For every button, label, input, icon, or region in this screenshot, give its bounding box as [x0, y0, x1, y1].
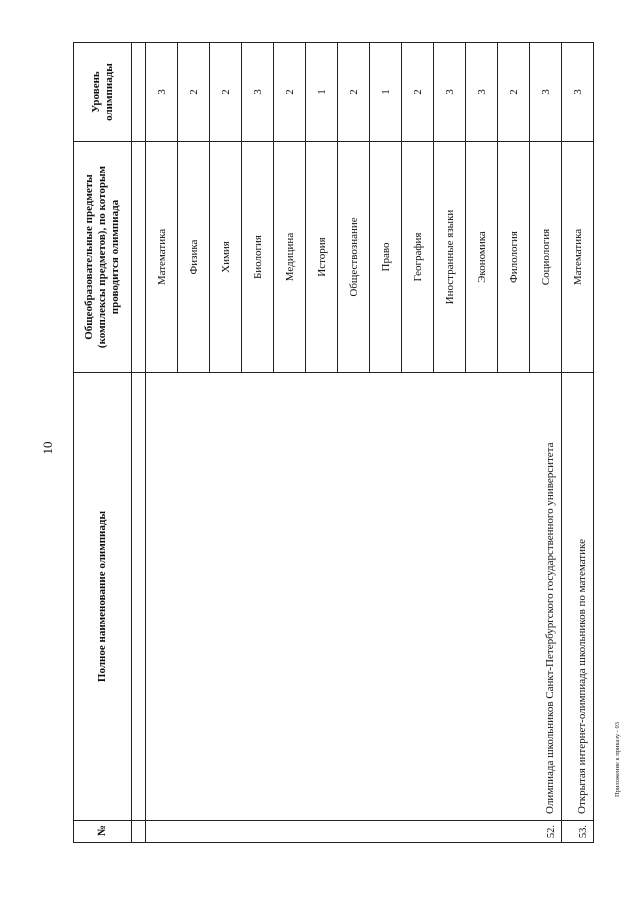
- level-cell: 2: [498, 43, 530, 142]
- level-cell: 3: [242, 43, 274, 142]
- subject-cell: Обществознание: [338, 142, 370, 373]
- header-subjects: Общеобразовательные предметы (комплексы предметов), по которым проводится олимпиада: [74, 142, 132, 373]
- subject-cell: Филология: [498, 142, 530, 373]
- level-cell: 3: [146, 43, 178, 142]
- subject-cell: Математика: [146, 142, 178, 373]
- table-header-row: [74, 43, 132, 843]
- header-num: №: [74, 821, 132, 843]
- olympiad-52-number: 52.: [146, 821, 562, 843]
- subject-cell: Право: [370, 142, 402, 373]
- level-cell: 2: [402, 43, 434, 142]
- subject-cell: Физика: [178, 142, 210, 373]
- olympiad-53-number: 53.: [562, 821, 594, 843]
- subject-cell: Иностранные языки: [434, 142, 466, 373]
- subject-cell: Биология: [242, 142, 274, 373]
- subject-cell: Медицина: [274, 142, 306, 373]
- header-level: Уровень олимпиады: [74, 43, 132, 142]
- olympiad-52-name: Олимпиада школьников Санкт-Петербургского государственного университета: [146, 373, 562, 821]
- subject-cell: Экономика: [466, 142, 498, 373]
- table-row: [562, 43, 594, 843]
- subject-cell: Социология: [530, 142, 562, 373]
- subject-cell: Химия: [210, 142, 242, 373]
- subject-cell: История: [306, 142, 338, 373]
- page-number: 10: [40, 441, 55, 455]
- level-cell: 1: [370, 43, 402, 142]
- level-cell: 3: [530, 43, 562, 142]
- olympiad-table: [73, 42, 594, 843]
- olympiad-table-wrapper: [73, 43, 589, 843]
- subject-cell: Математика: [562, 142, 594, 373]
- table-row: [146, 43, 178, 843]
- table-spacer-row: [132, 43, 146, 843]
- level-cell: 1: [306, 43, 338, 142]
- level-cell: 3: [562, 43, 594, 142]
- level-cell: 2: [274, 43, 306, 142]
- level-cell: 2: [210, 43, 242, 142]
- header-name: Полное наименование олимпиады: [74, 373, 132, 821]
- level-cell: 3: [466, 43, 498, 142]
- footer-note: Приложение к приказу - 03: [614, 721, 621, 797]
- level-cell: 2: [338, 43, 370, 142]
- level-cell: 2: [178, 43, 210, 142]
- olympiad-53-name: Открытая интернет-олимпиада школьников по математике: [562, 373, 594, 821]
- subject-cell: География: [402, 142, 434, 373]
- level-cell: 3: [434, 43, 466, 142]
